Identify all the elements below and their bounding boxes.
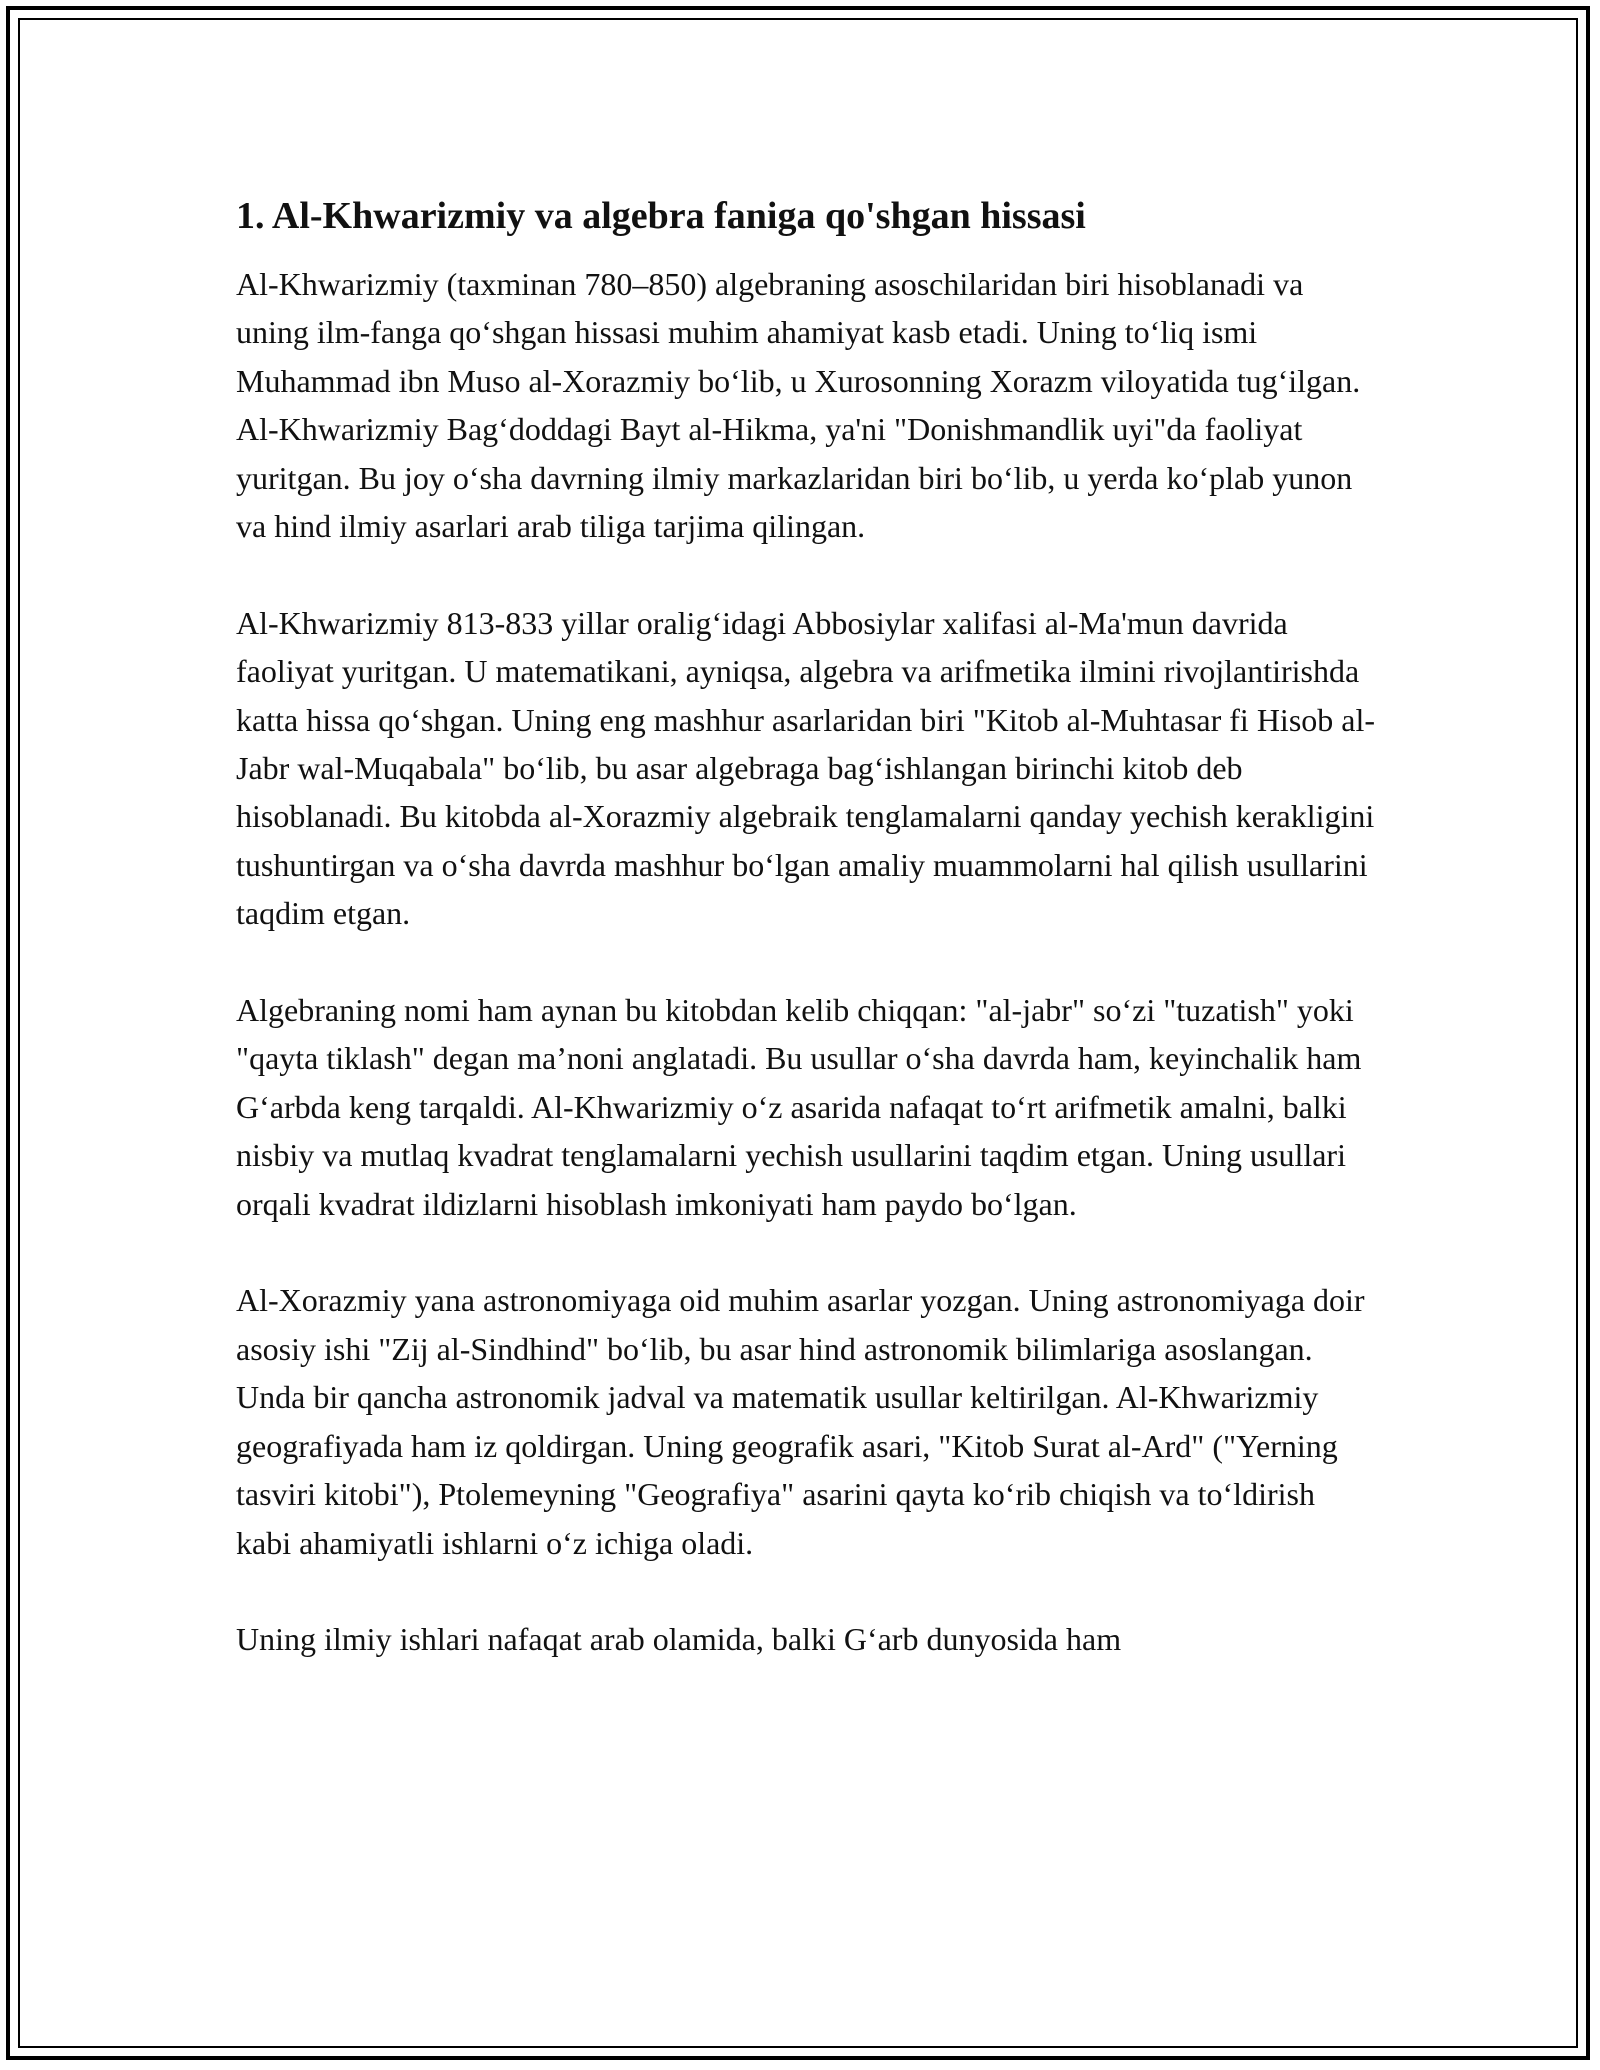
section-heading: 1. Al-Khwarizmiy va algebra faniga qo'shgan hissasi	[236, 195, 1086, 237]
paragraph-astronomy-geography: Al-Xorazmiy yana astronomiyaga oid muhim asarlar yozgan. Uning astronomiyaga doir asosiy ishi "Zij al-Sindhind" bo‘lib, bu asar hind astronomik bilimlariga asoslangan. Unda bir qancha astronomik jadval va matematik usullar keltirilgan. Al-Khwarizmiy geografiyada ham iz qoldirgan. Uning geografik asari, "Kitob Surat al-Ard" ("Yerning tasviri kitobi"), Ptolemeyning "Geografiya" asarini qayta ko‘rib chiqish va to‘ldirish kabi ahamiyatli ishlarni o‘z ichiga oladi.	[236, 1282, 1365, 1561]
document-body	[236, 192, 1376, 1712]
paragraph-legacy: Uning ilmiy ishlari nafaqat arab olamida, balki G‘arb dunyosida ham	[236, 1621, 1122, 1658]
paragraph-algebra-name: Algebraning nomi ham aynan bu kitobdan kelib chiqqan: "al-jabr" so‘zi "tuzatish" yoki "qayta tiklash" degan ma’noni anglatadi. Bu usullar o‘sha davrda ham, keyinchalik ham G‘arbda keng tarqaldi. Al-Khwarizmiy o‘z asarida nafaqat to‘rt arifmetik amalni, balki nisbiy va mutlaq kvadrat tenglamalarni yechish usullarini taqdim etgan. Uning usullari orqali kvadrat ildizlarni hisoblash imkoniyati ham paydo bo‘lgan.	[236, 992, 1362, 1222]
paragraph-intro: Al-Khwarizmiy (taxminan 780–850) algebraning asoschilaridan biri hisoblanadi va uning ilm-fanga qo‘shgan hissasi muhim ahamiyat kasb etadi. Uning to‘liq ismi Muhammad ibn Muso al-Xorazmiy bo‘lib, u Xurosonning Xorazm viloyatida tug‘ilgan. Al-Khwarizmiy Bag‘doddagi Bayt al-Hikma, ya'ni "Donishmandlik uyi"da faoliyat yuritgan. Bu joy o‘sha davrning ilmiy markazlaridan biri bo‘lib, u yerda ko‘plab yunon va hind ilmiy asarlari arab tiliga tarjima qilingan.	[236, 266, 1361, 545]
paragraph-abbasid-era: Al-Khwarizmiy 813-833 yillar oralig‘idagi Abbosiylar xalifasi al-Ma'mun davrida faoliyat yuritgan. U matematikani, ayniqsa, algebra va arifmetika ilmini rivojlantirishda katta hissa qo‘shgan. Uning eng mashhur asarlaridan biri "Kitob al-Muhtasar fi Hisob al-Jabr wal-Muqabala" bo‘lib, bu asar algebraga bag‘ishlangan birinchi kitob deb hisoblanadi. Bu kitobda al-Xorazmiy algebraik tenglamalarni qanday yechish kerakligini tushuntirgan va o‘sha davrda mashhur bo‘lgan amaliy muammolarni hal qilish usullarini taqdim etgan.	[236, 604, 1376, 932]
